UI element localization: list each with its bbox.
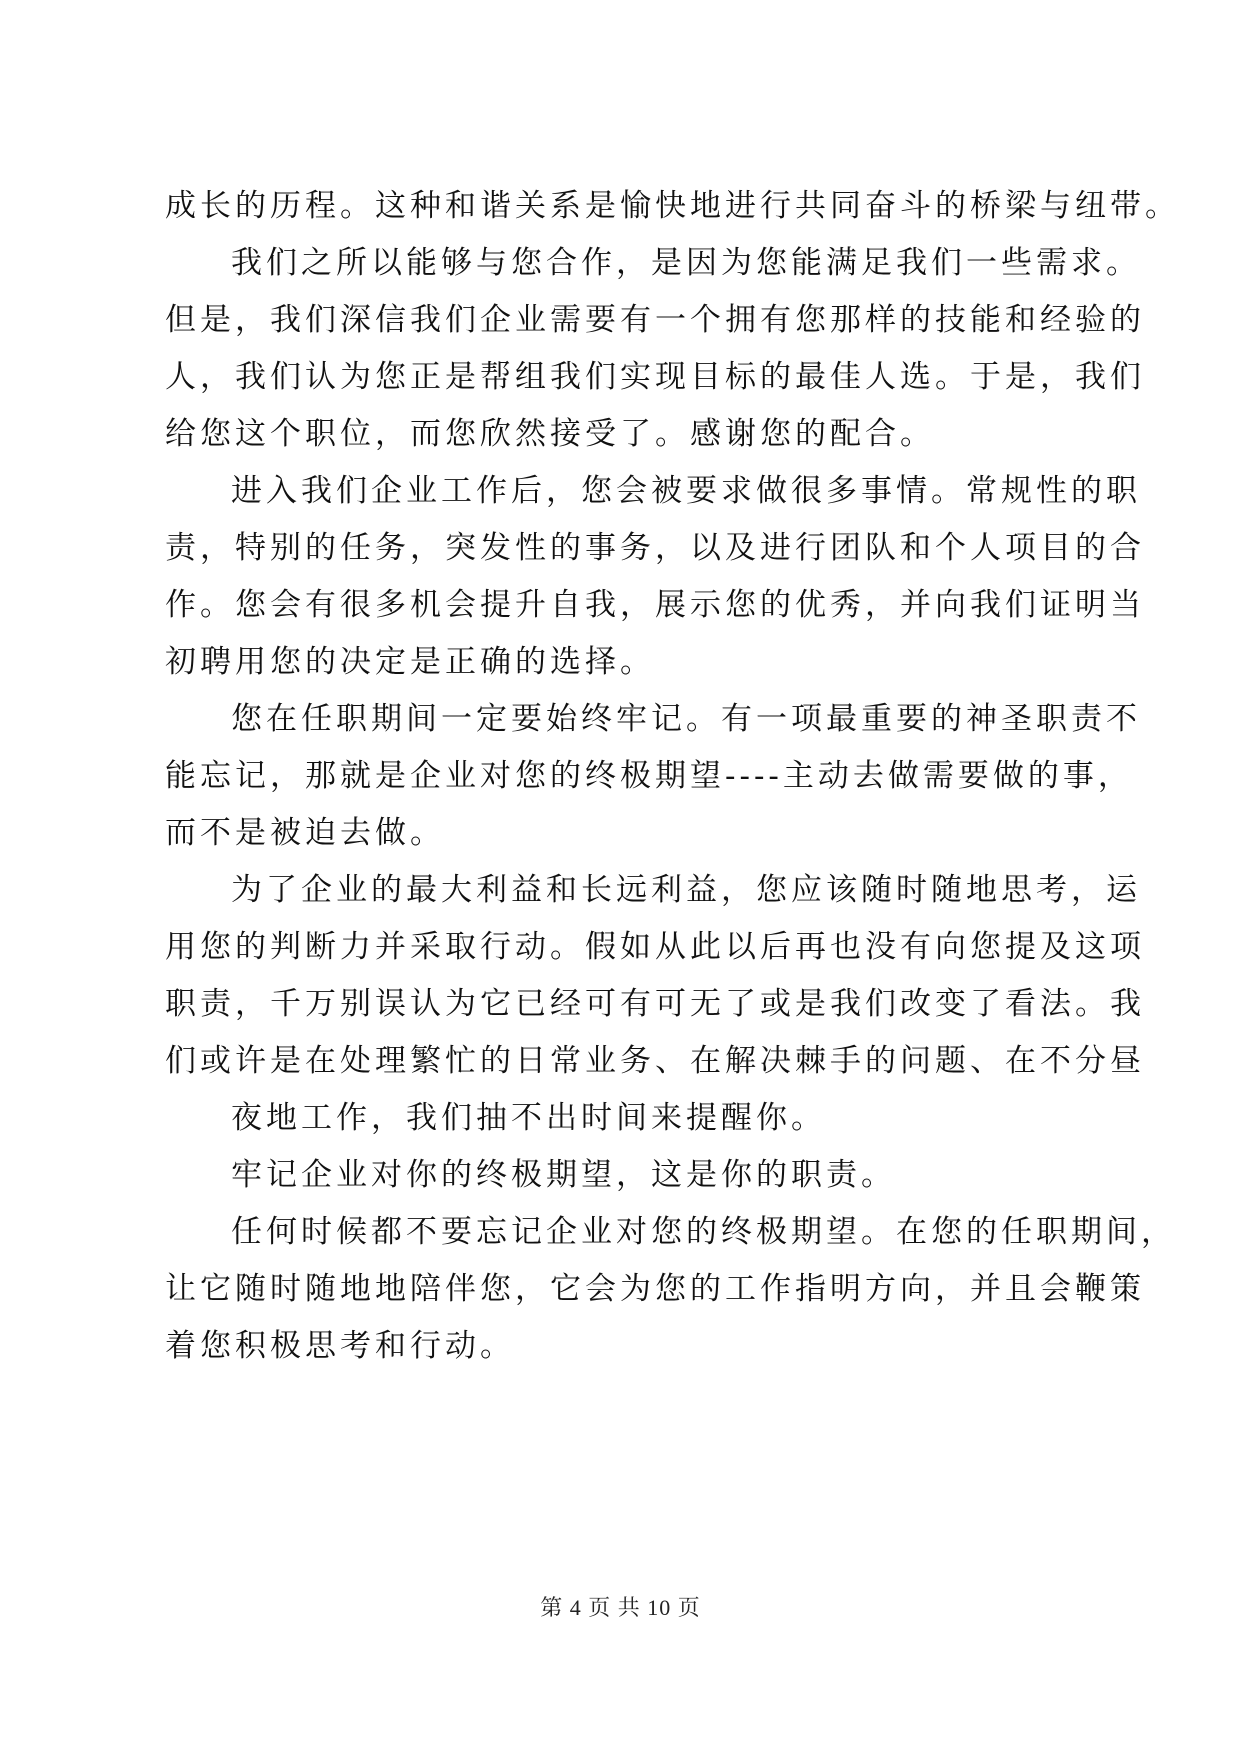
text-line: 责，特别的任务，突发性的事务，以及进行团队和个人项目的合 xyxy=(165,530,1145,566)
text-line: 用您的判断力并采取行动。假如从此以后再也没有向您提及这项 xyxy=(165,929,1145,965)
text-line: 成长的历程。这种和谐关系是愉快地进行共同奋斗的桥梁与纽带。 xyxy=(165,188,1180,224)
text-line: 给您这个职位，而您欣然接受了。感谢您的配合。 xyxy=(165,416,935,452)
text-line: 为了企业的最大利益和长远利益，您应该随时随地思考，运 xyxy=(231,872,1141,908)
text-line: 我们之所以能够与您合作，是因为您能满足我们一些需求。 xyxy=(231,245,1141,281)
text-line: 您在任职期间一定要始终牢记。有一项最重要的神圣职责不 xyxy=(231,701,1141,737)
text-line: 让它随时随地地陪伴您，它会为您的工作指明方向，并且会鞭策 xyxy=(165,1271,1145,1307)
text-line: 牢记企业对你的终极期望，这是你的职责。 xyxy=(231,1157,896,1193)
text-line: 们或许是在处理繁忙的日常业务、在解决棘手的问题、在不分昼 xyxy=(165,1043,1145,1079)
text-line: 而不是被迫去做。 xyxy=(165,815,445,851)
text-line: 任何时候都不要忘记企业对您的终极期望。在您的任职期间， xyxy=(231,1214,1176,1250)
text-line: 进入我们企业工作后，您会被要求做很多事情。常规性的职 xyxy=(231,473,1141,509)
text-line: 但是，我们深信我们企业需要有一个拥有您那样的技能和经验的 xyxy=(165,302,1145,338)
page-number-footer: 第 4 页 共 10 页 xyxy=(540,1595,701,1620)
text-line: 职责，千万别误认为它已经可有可无了或是我们改变了看法。我 xyxy=(165,986,1145,1022)
text-line: 能忘记，那就是企业对您的终极期望----主动去做需要做的事， xyxy=(165,758,1133,794)
text-line: 初聘用您的决定是正确的选择。 xyxy=(165,644,655,680)
text-line: 人，我们认为您正是帮组我们实现目标的最佳人选。于是，我们 xyxy=(165,359,1145,395)
text-line: 夜地工作，我们抽不出时间来提醒你。 xyxy=(231,1100,826,1136)
text-line: 着您积极思考和行动。 xyxy=(165,1328,515,1364)
text-line: 作。您会有很多机会提升自我，展示您的优秀，并向我们证明当 xyxy=(165,587,1145,623)
